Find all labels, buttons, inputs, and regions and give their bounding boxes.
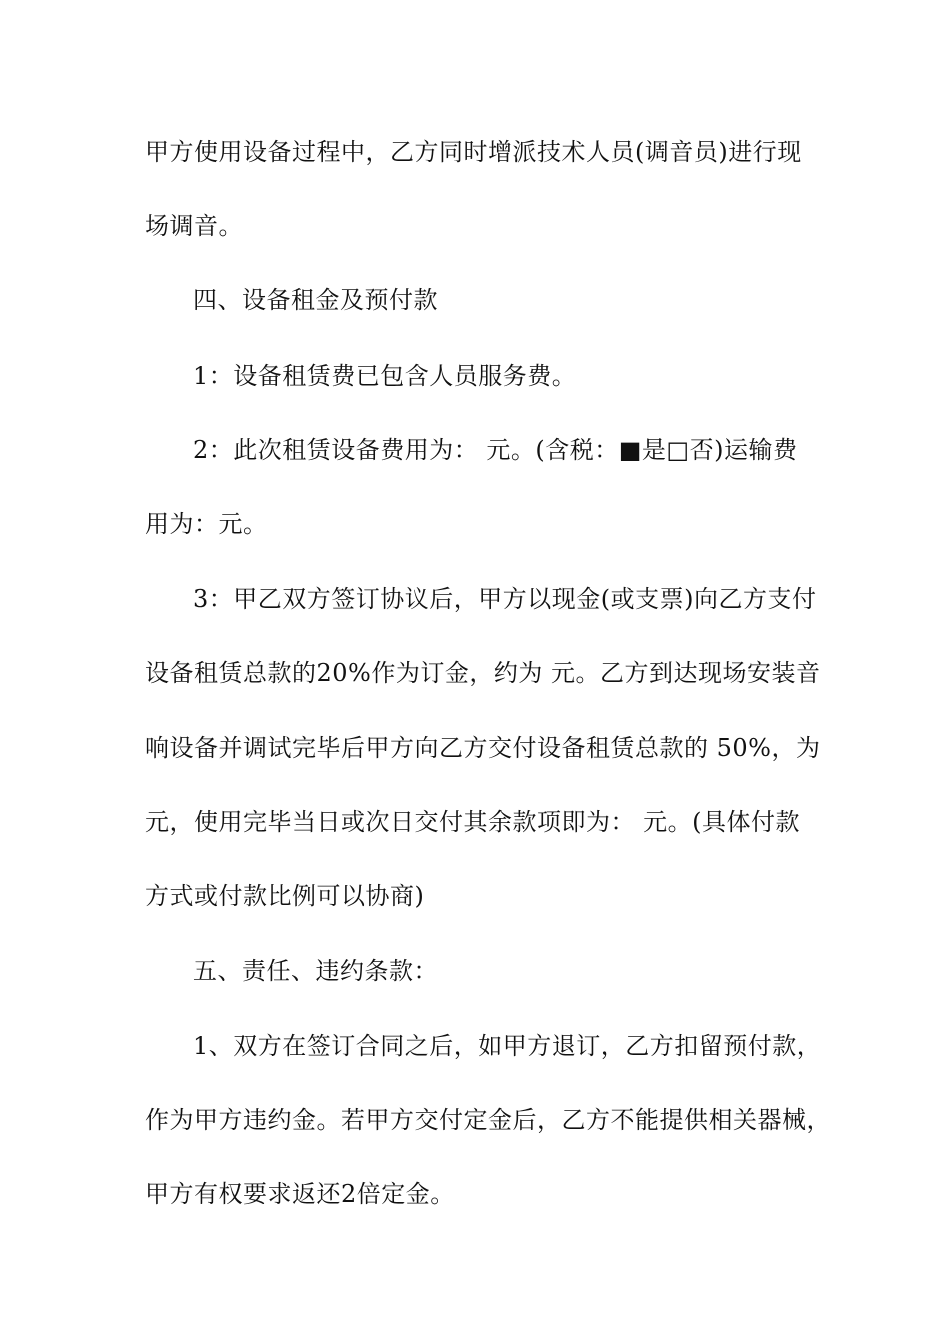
paragraph-line: 元，使用完毕当日或次日交付其余款项即为： 元。(具体付款 [145,808,800,836]
paragraph-line: 方式或付款比例可以协商) [145,882,425,910]
paragraph-line: 甲方使用设备过程中，乙方同时增派技术人员(调音员)进行现 [145,138,802,166]
paragraph-line: 用为：元。 [145,510,268,538]
paragraph-line: 设备租赁总款的20%作为订金，约为 元。乙方到达现场安装音 [145,659,821,687]
paragraph-line: 1：设备租赁费已包含人员服务费。 [193,362,577,390]
paragraph-line: 2：此次租赁设备费用为： 元。(含税：■是□否)运输费 [193,436,798,464]
paragraph-line: 响设备并调试完毕后甲方向乙方交付设备租赁总款的 50%，为 [145,734,821,762]
paragraph-line: 甲方有权要求返还2倍定金。 [145,1180,455,1208]
section-heading: 四、设备租金及预付款 [193,286,438,314]
paragraph-line: 场调音。 [145,212,243,240]
paragraph-line: 3：甲乙双方签订协议后，甲方以现金(或支票)向乙方支付 [193,585,817,613]
paragraph-line: 1、双方在签订合同之后，如甲方退订，乙方扣留预付款， [193,1032,822,1060]
section-heading: 五、责任、违约条款： [193,957,438,985]
paragraph-line: 作为甲方违约金。若甲方交付定金后，乙方不能提供相关器械， [145,1106,831,1134]
